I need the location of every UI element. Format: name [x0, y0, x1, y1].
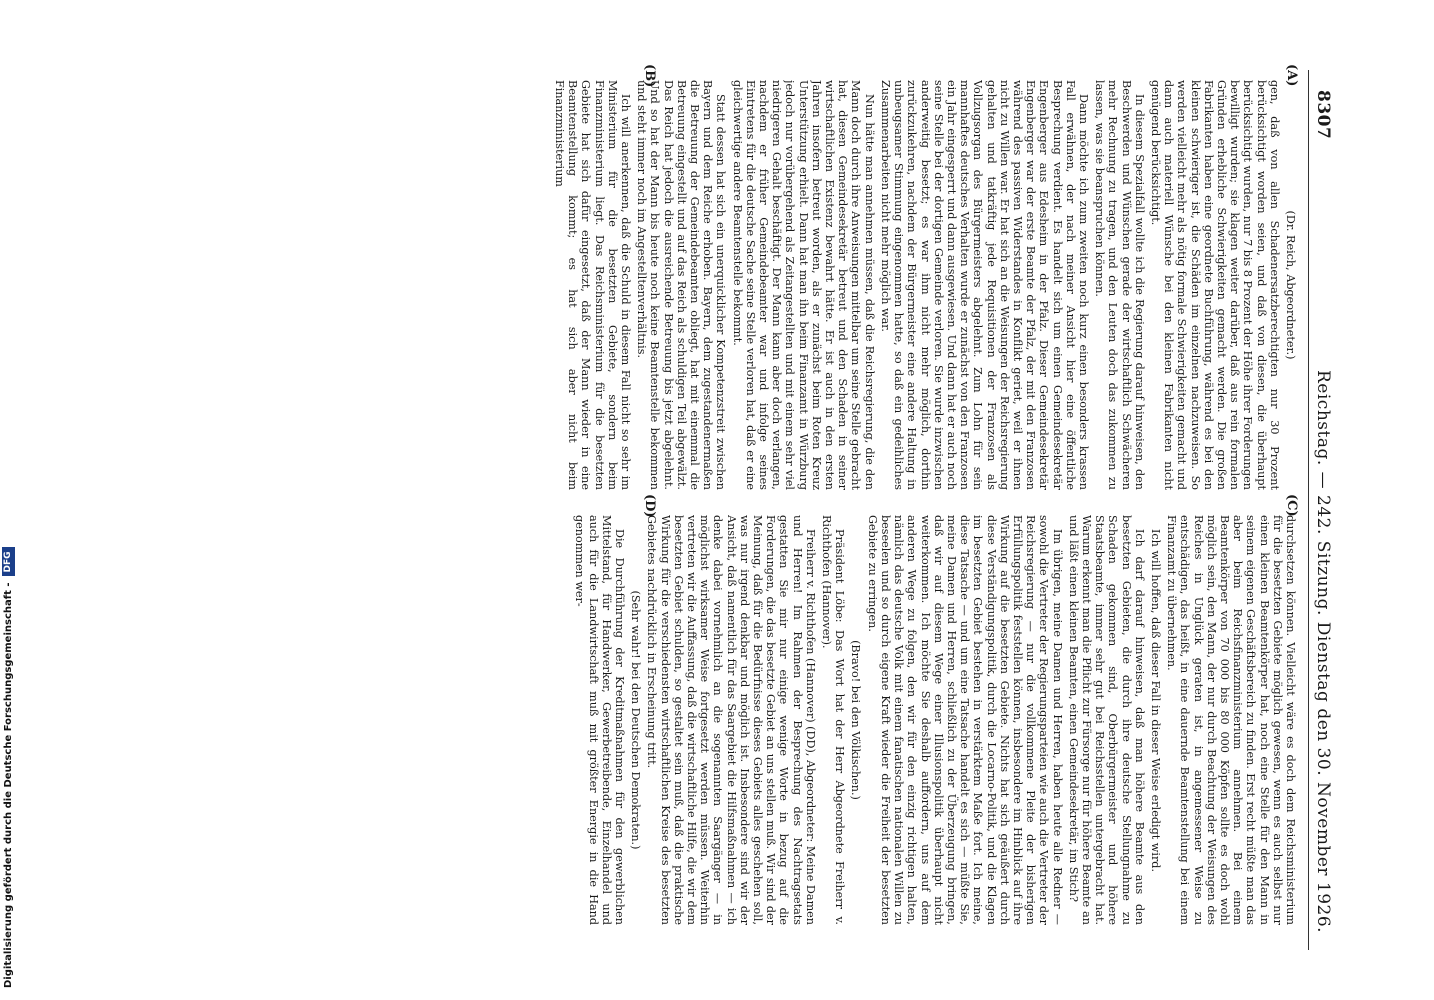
text-column-right [117, 515, 1297, 925]
page-running-title: Reichstag. — 242. Sitzung. Dienstag den 30. November 1926. [1313, 370, 1333, 934]
page-number: 8307 [1313, 90, 1333, 140]
margin-marker-c: (C) [1284, 494, 1299, 517]
margin-marker-d: (D) [642, 494, 657, 518]
paragraph: Nun hätte man annehmen müssen, daß die Reichsregierung, die den Mann doch durch ihre Anweisungen mittelbar um seine Stelle gebracht hat, diesen Gemeindesekretär betreut und den Schaden in seiner wirtschaftlichen Existenz bewahrt hätte. Er ist auch in den ersten Jahren insofern betreut worden, als er zunächst beim Roten Kreuz Unterstützung erhielt. Dann hat man ihn beim Finanzamt in Würzburg jedoch nur vorübergehend als Zeitangestellten und mit einem sehr viel niedrigeren Gehalt beschäftigt. Der Mann kann aber doch verlangen, nachdem er früher Gemeindebeamter war und infolge seines Eintretens für die deutsche Sache seine Stelle verloren hat, daß er eine gleichwertige andere Beamtenstelle bekommt. [730, 80, 876, 490]
paragraph: Ich darf darauf hinweisen, daß man höhere Beamte aus den besetzten Gebieten, die durch ihre deutsche Stellungnahme zu Schaden gekommen sind, Oberbürgermeister und höhere Staatsbeamte, immer sehr gut bei Reichsstellen untergebracht hat. Warum erkennt man die Pflicht zur Fürsorge nur für höhere Beamte an und läßt einen kleinen Beamten, einen Gemeindesekretär, im Stich? [1066, 515, 1146, 925]
paragraph: Die Durchführung der Kreditmaßnahmen für den gewerblichen Mittelstand, für Handwerker, Gewerbetreibende, Einzelhandel und auch für die Landwirtschaft muß mit größter Energie in die Hand genommen wer- [573, 515, 627, 925]
margin-marker-a: (A) [1284, 64, 1299, 87]
page-header [1308, 70, 1337, 950]
president-statement: Präsident Löbe: Das Wort hat der Herr Abgeordnete Freiherr v. Richthofen (Hannover). [820, 515, 847, 925]
paragraph: Dann möchte ich zum zweiten noch kurz einen besonders krassen Fall erwähnen, der nach meiner Ansicht hier eine öffentliche Besprechung verdient. Es handelt sich um einen Gemeindesekretär Engenberger aus Edesheim in der Pfalz. Dieser Gemeindesekretär Engenberger war der erste Beamte der Pfalz, der mit den Franzosen während des passiven Widerstandes in Konflikt geriet, weil er ihnen nicht zu Willen war. Er hat sich an die Weisungen der Reichsregierung gehalten und tatkräftig jede Requisitionen der Franzosen als Vollzugsorgan des Bürgermeisters abgelehnt. Zum Lohn für sein mannhaftes deutsches Verhalten wurde er zunächst von den Franzosen ein Jahr eingesperrt und dann ausgewiesen. Und dann hat er auch noch seine Stelle bei der dortigen Gemeinde verloren. Sie wurde inzwischen anderweitig besetzt; es war ihm nicht mehr möglich, dorthin zurückzukehren, nachdem der Bürgermeister eine andere Haltung in unbeugsamer Stimmung eingenommen hatte, so daß ein gedeihliches Zusammenarbeiten nicht mehr möglich war. [878, 80, 1090, 490]
text-column-left [117, 80, 1297, 490]
paragraph: Ich will hoffen, daß dieser Fall in dieser Weise erledigt wird. [1148, 529, 1162, 873]
paragraph: Ich will anerkennen, daß die Schuld in diesem Fall nicht so sehr im Ministerium für die besetzten Gebiete, sondern beim Finanzministerium liegt. Das Reichsministerium für die besetzten Gebiete hat sich dafür eingesetzt, daß der Mann wieder in eine Beamtenstellung kommt; es hat sich aber nicht beim Finanzministerium [553, 80, 633, 490]
paragraph: Im übrigen, meine Damen und Herren, haben heute alle Redner — sowohl die Vertreter der Regierungsparteien wie auch die Vertreter der Reichsregierung — nur die vollkommene Pleite der bisherigen Erfüllungspolitik feststellen können, insbesondere im Hinblick auf ihre Wirkung auf die besetzten Gebiete. Nichts hat sich geäußert durch diese Verständigungspolitik, durch die Locarno-Politik, und die Klagen im besetzten Gebiet bestehen in verstärktem Maße fort. Ich meine, diese Tatsache — und um eine Tatsache handelt es sich — müßte Sie, meine Damen und Herren, schließlich zu der Überzeugung bringen, daß wir auf diesem Wege einer Illusionspolitik überhaupt nicht weiterkommen. Ich möchte Sie deshalb auffordern, uns auf dem anderen Wege zu folgen, den wir für den einzig richtigen halten, nämlich das deutsche Volk mit einem fanatischen nationalen Willen zu beseelen und so durch eigene Kraft wieder die Freiheit der besetzten Gebiete zu erringen. [865, 515, 1064, 925]
applause-note: (Sehr wahr! bei den Deutschen Demokraten.) [629, 590, 643, 850]
paragraph: gen, daß von allen Schadenersatzberechtigten nur 30 Prozent berücksichtigt worden seien, und daß von diesen, die überhaupt berücksichtigt wurden, nur 7 bis 8 Prozent der Höhe ihrer Forderungen bewilligt wurden; sie klagen weiter darüber, daß aus rein formalen Gründen erhebliche Schwierigkeiten gemacht werden. Die großen Fabrikanten haben eine geordnete Buchführung, während es bei den kleinen schwieriger ist, die Schäden im einzelnen nachzuweisen. So werden vielleicht mehr als nötig formale Schwierigkeiten gemacht und dann auch materiell Wünsche bei den kleinen Fabrikanten nicht genügend berücksichtigt. [1148, 80, 1281, 490]
paragraph: durchsetzen können. Vielleicht wäre es doch dem Reichsministerium für die besetzten Gebiete möglich gewesen, wenn es auch selbst nur einen kleinen Beamtenkörper hat, noch eine Stelle für den Mann in seinem eigenen Geschäftsbereich zu finden. Erst recht müßte man das aber beim Reichsfinanzministerium annehmen. Bei einem Beamtenkörper von 70 000 bis 80 000 Köpfen sollte es doch wohl möglich sein, den Mann, der nur durch Beachtung der Weisungen des Reiches in Unglück geraten ist, in angemessener Weise zu entschädigen, das heißt, in eine dauernde Beamtenstellung bei einem Finanzamt zu übernehmen. [1165, 515, 1297, 925]
speaker-line: (Dr. Reich, Abgeordneter.) [1284, 210, 1297, 360]
digitization-credit-strip [2, 0, 16, 1000]
margin-marker-b: (B) [642, 64, 657, 88]
digitization-credit-text: Digitalisierung gefördert durch die Deutsche Forschungsgemeinschaft - [3, 582, 14, 988]
paragraph: In diesem Spezialfall wollte ich die Regierung darauf hinweisen, den Beschwerden und Wünschen gerade der wirtschaftlich Schwächeren mehr Rechnung zu tragen, und den Leuten doch das zukommen zu lassen, was sie beanspruchen können. [1093, 80, 1146, 490]
applause-note: (Bravo! bei den Völkischen.) [849, 640, 863, 800]
paragraph: Statt dessen hat sich ein unerquicklicher Kompetenzstreit zwischen Bayern und dem Reiche erhoben. Bayern, dem zugestandenermaßen die Betreuung der Gemeindebeamten obliegt, hat mit einemmal die Betreuung eingestellt und auf das Reich als schuldigen Teil abgewälzt. Das Reich hat jedoch die ausreichende Betreuung bis jetzt abgelehnt. Und so hat der Mann bis heute noch keine Beamtenstelle bekommen und steht immer noch im Angestelltenverhältnis. [635, 80, 728, 490]
dfg-logo: DFG [2, 547, 15, 576]
newspaper-page [103, 64, 1337, 950]
paragraph: Freiherr v. Richthofen (Hannover) (DD), Abgeordneter: Meine Damen und Herren! Im Rahmen der Besprechung des Nachtragsetats gestatten Sie mir nur einige wenige Worte in bezug auf die Forderungen, die das besetzte Gebiet an uns stellen muß. Wir sind der Meinung, daß für die Bedürfnisse dieses Gebiets alles geschehen soll, was nur irgend denkbar und möglich ist. Insbesondere sind wir der Ansicht, daß namentlich für das Saargebiet die Hilfsmaßnahmen — ich denke dabei vornehmlich an die sogenannten Saargänger — in möglichst wirksamer Weise fortgesetzt werden müssen. Weiterhin vertreten wir die Auffassung, daß die wirtschaftliche Hilfe, die wir dem besetzten Gebiet schulden, so gestaltet sein muß, daß die praktische Wirkung für die verschiedensten wirtschaftlichen Kreise des besetzten Gebietes nachdrücklich in Erscheinung tritt. [645, 515, 817, 925]
